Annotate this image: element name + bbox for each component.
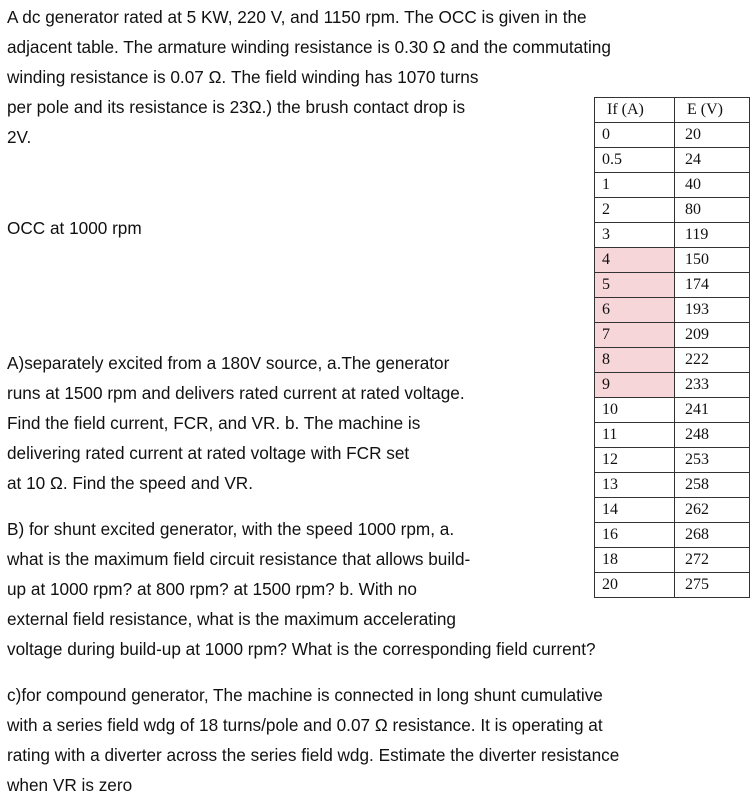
emf-cell: 150 — [675, 248, 750, 273]
part-a-line-3: Find the field current, FCR, and VR. b. The machine is — [7, 413, 421, 433]
field-current-cell: 12 — [595, 448, 675, 473]
emf-cell: 258 — [675, 473, 750, 498]
field-current-cell: 6 — [595, 298, 675, 323]
table-row — [595, 348, 750, 373]
field-current-cell: 0 — [595, 123, 675, 148]
part-c-line-2: with a series field wdg of 18 turns/pole and 0.07 Ω resistance. It is operating at — [7, 715, 603, 735]
emf-cell: 193 — [675, 298, 750, 323]
table-row — [595, 248, 750, 273]
emf-cell: 119 — [675, 223, 750, 248]
part-c-line-3: rating with a diverter across the series field wdg. Estimate the diverter resistance — [7, 745, 620, 765]
field-current-cell: 0.5 — [595, 148, 675, 173]
emf-cell: 275 — [675, 573, 750, 598]
field-current-cell: 3 — [595, 223, 675, 248]
part-c-line-4: when VR is zero — [7, 775, 133, 795]
table-row — [595, 148, 750, 173]
table-row — [595, 548, 750, 573]
emf-cell: 209 — [675, 323, 750, 348]
table-row — [595, 198, 750, 223]
part-a-line-2: runs at 1500 rpm and delivers rated current at rated voltage. — [7, 383, 465, 403]
intro-line-3: winding resistance is 0.07 Ω. The field winding has 1070 turns — [7, 67, 479, 87]
field-current-cell: 20 — [595, 573, 675, 598]
table-row — [595, 573, 750, 598]
table-row — [595, 398, 750, 423]
part-b-line-1: B) for shunt excited generator, with the speed 1000 rpm, a. — [7, 519, 455, 539]
table-row — [595, 173, 750, 198]
intro-line-2: adjacent table. The armature winding resistance is 0.30 Ω and the commutating — [7, 37, 611, 57]
emf-cell: 222 — [675, 348, 750, 373]
part-a-line-1: A)separately excited from a 180V source, a.The generator — [7, 353, 450, 373]
emf-cell: 40 — [675, 173, 750, 198]
part-b-line-5: voltage during build-up at 1000 rpm? What is the corresponding field current? — [7, 639, 596, 659]
table-header-row — [595, 98, 750, 123]
table-row — [595, 223, 750, 248]
part-a-line-4: delivering rated current at rated voltage with FCR set — [7, 443, 410, 463]
field-current-cell: 13 — [595, 473, 675, 498]
emf-cell: 233 — [675, 373, 750, 398]
emf-cell: 174 — [675, 273, 750, 298]
emf-cell: 253 — [675, 448, 750, 473]
intro-line-1: A dc generator rated at 5 KW, 220 V, and 1150 rpm. The OCC is given in the — [7, 7, 587, 27]
table-row — [595, 473, 750, 498]
emf-cell: 248 — [675, 423, 750, 448]
field-current-cell: 14 — [595, 498, 675, 523]
part-b-line-3: up at 1000 rpm? at 800 rpm? at 1500 rpm? b. With no — [7, 579, 417, 599]
column-header-emf: E (V) — [675, 98, 750, 123]
table-row — [595, 373, 750, 398]
table-row — [595, 498, 750, 523]
field-current-cell: 10 — [595, 398, 675, 423]
table-row — [595, 423, 750, 448]
intro-line-4: per pole and its resistance is 23Ω.) the brush contact drop is — [7, 97, 466, 117]
emf-cell: 262 — [675, 498, 750, 523]
intro-line-5: 2V. — [7, 127, 32, 147]
field-current-cell: 9 — [595, 373, 675, 398]
field-current-cell: 7 — [595, 323, 675, 348]
table-row — [595, 123, 750, 148]
emf-cell: 268 — [675, 523, 750, 548]
field-current-cell: 4 — [595, 248, 675, 273]
table-row — [595, 323, 750, 348]
table-row — [595, 448, 750, 473]
occ-label: OCC at 1000 rpm — [7, 218, 142, 238]
field-current-cell: 18 — [595, 548, 675, 573]
field-current-cell: 2 — [595, 198, 675, 223]
table-row — [595, 298, 750, 323]
emf-cell: 272 — [675, 548, 750, 573]
occ-table — [594, 97, 750, 598]
part-c-line-1: c)for compound generator, The machine is connected in long shunt cumulative — [7, 685, 603, 705]
part-b-line-4: external field resistance, what is the maximum accelerating — [7, 609, 456, 629]
field-current-cell: 8 — [595, 348, 675, 373]
field-current-cell: 5 — [595, 273, 675, 298]
part-b-line-2: what is the maximum field circuit resistance that allows build- — [7, 549, 471, 569]
emf-cell: 24 — [675, 148, 750, 173]
field-current-cell: 16 — [595, 523, 675, 548]
emf-cell: 20 — [675, 123, 750, 148]
table-row — [595, 273, 750, 298]
column-header-field-current: If (A) — [595, 98, 675, 123]
part-a-line-5: at 10 Ω. Find the speed and VR. — [7, 473, 253, 493]
field-current-cell: 11 — [595, 423, 675, 448]
field-current-cell: 1 — [595, 173, 675, 198]
emf-cell: 80 — [675, 198, 750, 223]
emf-cell: 241 — [675, 398, 750, 423]
table-row — [595, 523, 750, 548]
